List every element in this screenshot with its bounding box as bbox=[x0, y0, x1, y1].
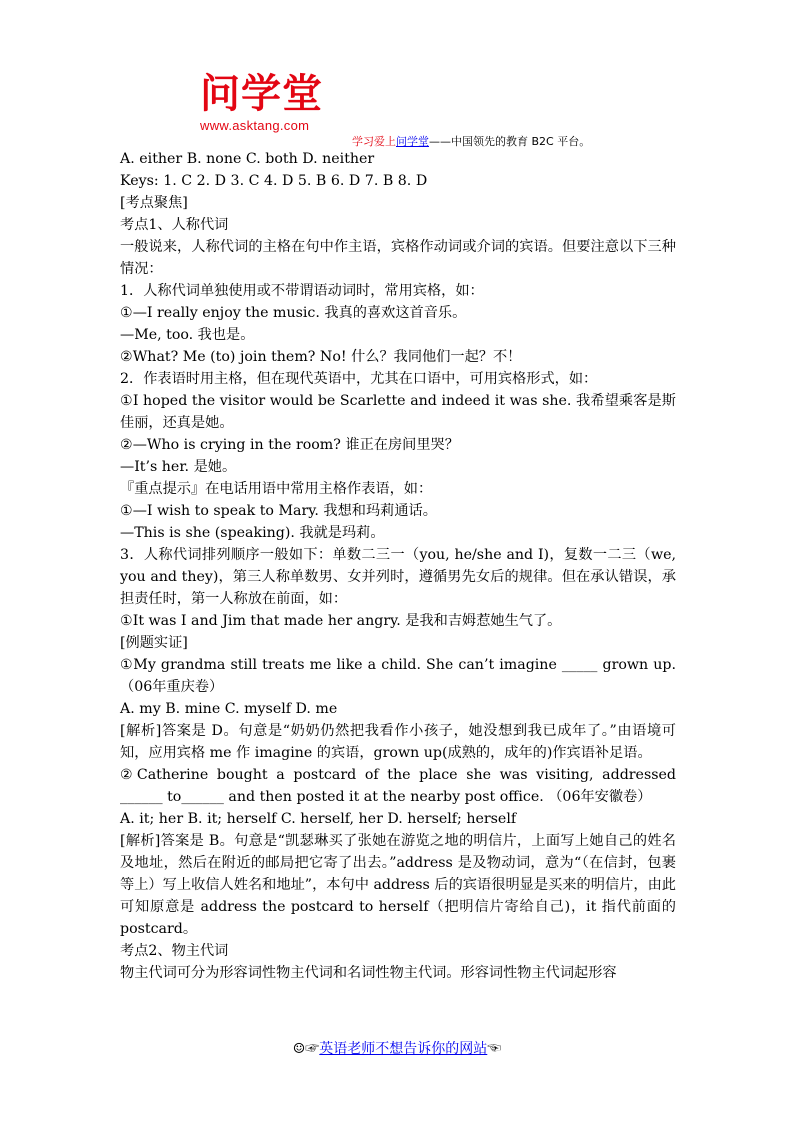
text-line: [解析]答案是 D。句意是“奶奶仍然把我看作小孩子，她没想到我已成年了。”由语境可知，应用宾格 me 作 imagine 的宾语，grown up(成熟的，成年的)作宾语补足语。 bbox=[120, 723, 676, 761]
text-line: ①My grandma still treats me like a child. She can’t imagine _____ grown up.（06年重庆卷） bbox=[120, 657, 676, 695]
text-line: A. either B. none C. both D. neither bbox=[120, 151, 375, 167]
text-line: ①—I wish to speak to Mary. 我想和玛莉通话。 bbox=[120, 503, 437, 519]
text-line: [解析]答案是 B。句意是“凯瑟琳买了张她在游览之地的明信片，上面写上她自己的姓名及地址，然后在附近的邮局把它寄了出去。”address 是及物动词，意为“（在信封，包裹等上）写上收信人姓名和地址”，本句中 address 后的宾语很明显是买来的明信片，由此可知原意是 address the postcard to herself（把明信片寄给自己)，it 指代前面的 postcard。 bbox=[120, 833, 676, 937]
text-line: ②What? Me (to) join them? No! 什么？我同他们一起？不！ bbox=[120, 349, 522, 365]
footer-link[interactable]: 英语老师不想告诉你的网站 bbox=[319, 1041, 488, 1057]
text-line: 一般说来，人称代词的主格在句中作主语，宾格作动词或介词的宾语。但要注意以下三种情况： bbox=[120, 239, 676, 277]
text-line: ②Catherine bought a postcard of the place she was visiting, addressed ______ to______ and then posted it at the nearby post office. （06年安徽卷） bbox=[120, 767, 676, 805]
text-line: ②—Who is crying in the room? 谁正在房间里哭？ bbox=[120, 437, 459, 453]
text-line: [考点聚焦] bbox=[120, 195, 188, 211]
tagline-rest: ——中国领先的教育 B2C 平台。 bbox=[429, 135, 591, 148]
text-line: 物主代词可分为形容词性物主代词和名词性物主代词。形容词性物主代词起形容 bbox=[120, 965, 617, 981]
text-line: 考点1、人称代词 bbox=[120, 217, 229, 233]
text-line: A. my B. mine C. myself D. me bbox=[120, 701, 338, 717]
footer-prefix-icons: ☺☞ bbox=[292, 1041, 320, 1057]
text-line: 考点2、物主代词 bbox=[120, 943, 229, 959]
text-line: ①—I really enjoy the music. 我真的喜欢这首音乐。 bbox=[120, 305, 467, 321]
tagline bbox=[352, 133, 590, 149]
logo bbox=[200, 72, 340, 133]
text-line: ①It was I and Jim that made her angry. 是我和吉姆惹她生气了。 bbox=[120, 613, 562, 629]
logo-url: www.asktang.com bbox=[200, 118, 310, 133]
text-line: —Me, too. 我也是。 bbox=[120, 327, 255, 343]
footer-suffix-icon: ☜ bbox=[487, 1041, 502, 1057]
tagline-link[interactable]: 问学堂 bbox=[396, 135, 429, 148]
text-line: ①I hoped the visitor would be Scarlette and indeed it was she. 我希望乘客是斯佳丽，还真是她。 bbox=[120, 393, 676, 431]
text-line: 1．人称代词单独使用或不带谓语动词时，常用宾格，如： bbox=[120, 283, 484, 299]
text-line: 3．人称代词排列顺序一般如下：单数二三一（you, he/she and I)，复数一二三（we, you and they)，第三人称单数男、女并列时，遵循男先女后的规律。但在承认错误，承担责任时，第一人称放在前面，如： bbox=[120, 547, 676, 607]
text-line: 2．作表语时用主格，但在现代英语中，尤其在口语中，可用宾格形式，如： bbox=[120, 371, 598, 387]
text-line: A. it; her B. it; herself C. herself, her D. herself; herself bbox=[120, 811, 517, 827]
document-body bbox=[120, 148, 676, 984]
text-line: 『重点提示』在电话用语中常用主格作表语，如： bbox=[120, 481, 433, 497]
logo-text: 问学堂 bbox=[200, 71, 323, 117]
tagline-red: 学习爱上 bbox=[352, 135, 396, 148]
text-line: —This is she (speaking). 我就是玛莉。 bbox=[120, 525, 385, 541]
text-line: Keys: 1. C 2. D 3. C 4. D 5. B 6. D 7. B 8. D bbox=[120, 173, 428, 189]
text-line: [例题实证] bbox=[120, 635, 188, 651]
text-line: —It’s her. 是她。 bbox=[120, 459, 237, 475]
footer bbox=[0, 1038, 794, 1058]
